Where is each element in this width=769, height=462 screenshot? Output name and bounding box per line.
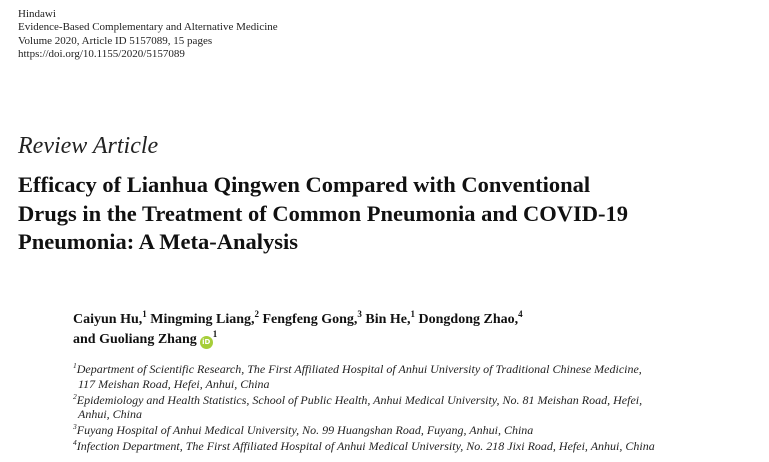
author-affiliation-mark: 1 — [212, 328, 218, 339]
title-line: Drugs in the Treatment of Common Pneumonia and COVID-19 — [18, 200, 629, 226]
author-affiliation-mark: 1 — [142, 309, 147, 319]
journal-masthead — [18, 8, 278, 62]
title-line: Pneumonia: A Meta-Analysis — [18, 229, 299, 254]
affiliation-number: 4 — [73, 438, 77, 448]
affiliation-number: 3 — [73, 422, 77, 432]
author-name[interactable]: and Guoliang Zhang — [73, 331, 197, 347]
author-list — [73, 310, 753, 349]
author-name[interactable]: Fengfeng Gong, — [262, 312, 358, 327]
affiliation-text: Infection Department, The First Affiliated Hospital of Anhui Medical University, No. 218 Jixi Road, Hefei, Anhui, China — [76, 439, 655, 454]
affiliation-item — [73, 423, 763, 438]
author-affiliation-mark: 4 — [518, 309, 523, 319]
doi-link[interactable]: https://doi.org/10.1155/2020/5157089 — [18, 48, 185, 61]
author-affiliation-mark: 2 — [254, 309, 259, 319]
article-type: Review Article — [18, 133, 159, 159]
author-name[interactable]: Bin He, — [365, 312, 411, 327]
affiliations — [73, 362, 763, 456]
affiliation-text: Epidemiology and Health Statistics, School of Public Health, Anhui Medical University, No. 81 Meishan Road, Hefei, — [76, 392, 643, 407]
affiliation-text: Department of Scientific Research, The First Affiliated Hospital of Anhui University of Traditional Chinese Medicine, — [76, 362, 642, 376]
author-affiliation-mark: 3 — [357, 309, 362, 319]
author-name[interactable]: Dongdong Zhao, — [418, 312, 519, 327]
publisher-name: Hindawi — [18, 8, 56, 20]
author-affiliation-mark: 1 — [410, 309, 416, 319]
affiliation-text: Anhui, China — [78, 407, 143, 422]
affiliation-item — [73, 393, 763, 422]
title-line: Efficacy of Lianhua Qingwen Compared with Conventional — [18, 172, 591, 197]
affiliation-item — [73, 439, 763, 454]
affiliation-text: Fuyang Hospital of Anhui Medical University, No. 99 Huangshan Road, Fuyang, Anhui, China — [76, 423, 534, 438]
affiliation-item — [73, 362, 763, 391]
affiliation-text: 117 Meishan Road, Hefei, Anhui, China — [78, 376, 270, 391]
orcid-icon[interactable]: iD — [200, 336, 213, 349]
volume-info: Volume 2020, Article ID 5157089, 15 pages — [18, 34, 213, 47]
affiliation-number: 1 — [73, 361, 77, 370]
journal-name: Evidence-Based Complementary and Alternative Medicine — [18, 21, 278, 34]
author-name[interactable]: Caiyun Hu, — [73, 312, 143, 327]
author-name[interactable]: Mingming Liang, — [150, 312, 255, 327]
affiliation-number: 2 — [73, 391, 77, 401]
paper-title — [18, 171, 758, 257]
